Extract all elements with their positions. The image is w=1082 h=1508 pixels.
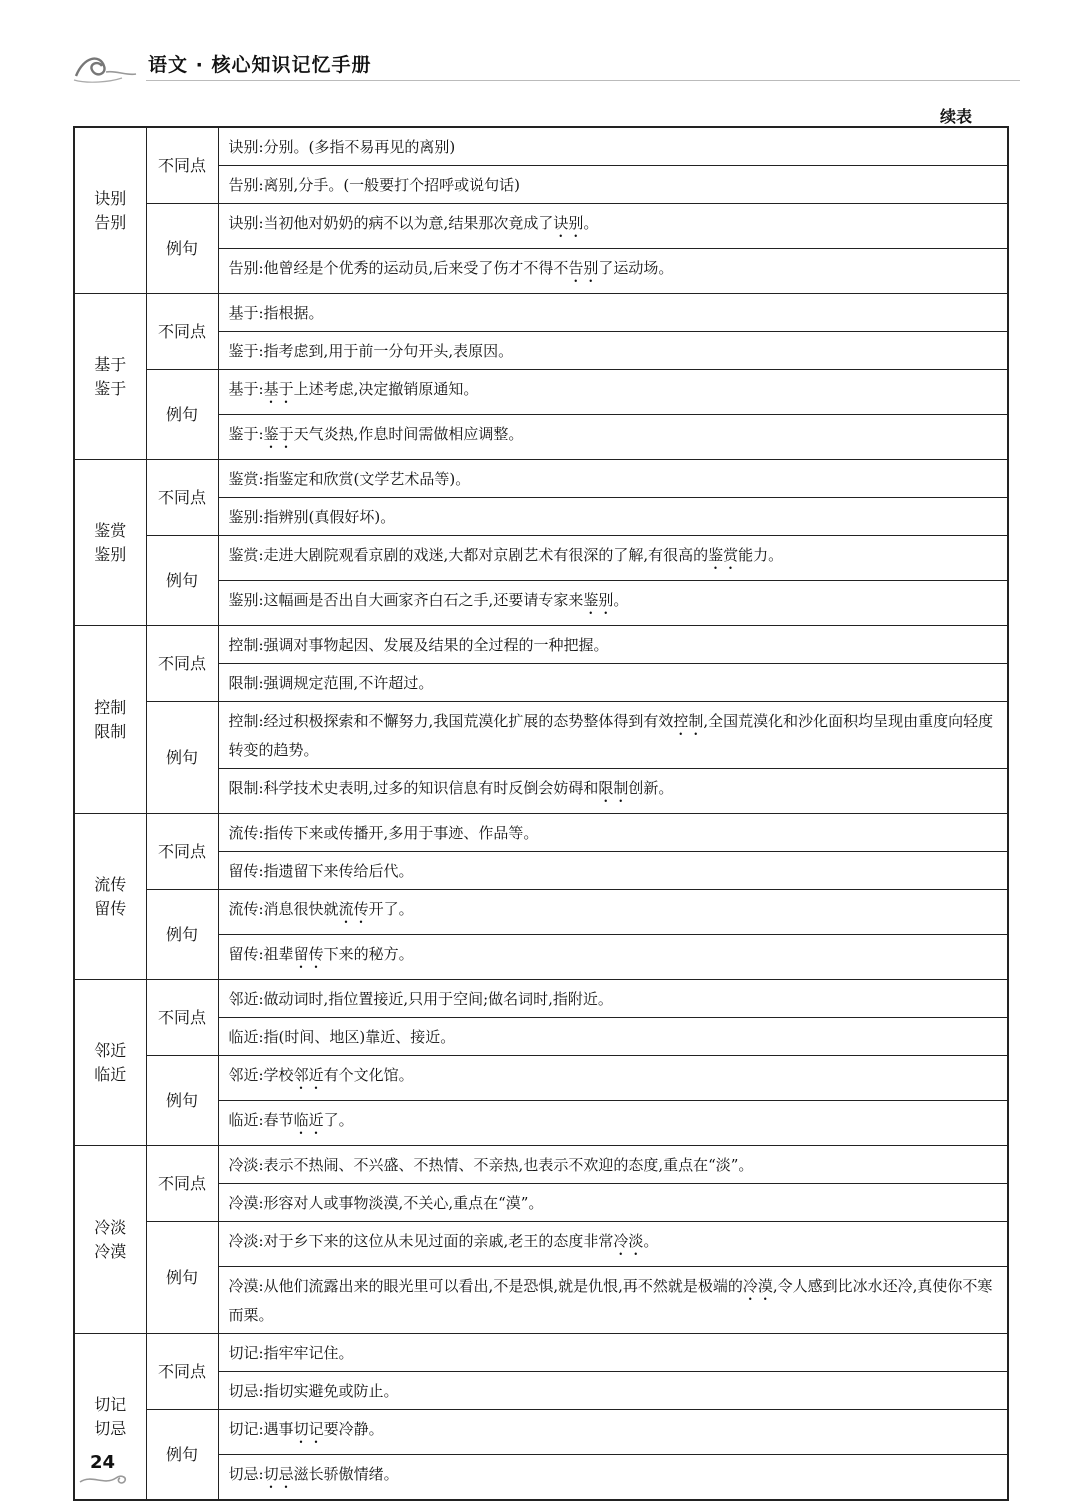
example-sentence: [218, 702, 1008, 769]
example-text: 了运动场。: [598, 259, 674, 277]
example-label: 例句: [146, 1222, 218, 1334]
term-pair: [74, 127, 146, 294]
difference-text: 限制:强调规定范围,不许超过。: [218, 664, 1008, 702]
emphasized-term: 留传: [293, 945, 324, 963]
difference-text: 告别:离别,分手。(一般要打个招呼或说句话): [218, 166, 1008, 204]
footer-swirl-icon: [78, 1470, 138, 1490]
example-sentence: [218, 1101, 1008, 1146]
difference-text: 切忌:指切实避免或防止。: [218, 1372, 1008, 1410]
example-text: 要冷静。: [323, 1420, 384, 1438]
example-label: 例句: [146, 1056, 218, 1146]
example-text: 鉴于:: [228, 425, 264, 443]
example-sentence: [218, 249, 1008, 294]
difference-text: 诀别:分别。(多指不易再见的离别): [218, 127, 1008, 166]
table-row: [74, 980, 1008, 1018]
example-sentence: [218, 1410, 1008, 1455]
term-label: 限制: [94, 721, 127, 741]
example-text: 切记:遇事: [228, 1420, 294, 1438]
term-pair: [74, 460, 146, 626]
table-row: [74, 294, 1008, 332]
term-label: 鉴赏: [94, 520, 127, 540]
table-row: [74, 204, 1008, 249]
difference-label: 不同点: [146, 1146, 218, 1222]
difference-label: 不同点: [146, 1334, 218, 1410]
example-sentence: [218, 536, 1008, 581]
table-row: [74, 814, 1008, 852]
emphasized-term: 邻近: [293, 1066, 324, 1084]
header-rule: [146, 80, 1020, 81]
emphasized-term: 限制: [598, 779, 629, 797]
difference-text: 冷淡:表示不热闹、不兴盛、不热情、不亲热,也表示不欢迎的态度,重点在“淡”。: [218, 1146, 1008, 1184]
example-sentence: [218, 890, 1008, 935]
example-sentence: [218, 1056, 1008, 1101]
emphasized-term: 告别: [568, 259, 599, 277]
example-text: 。: [583, 214, 599, 232]
difference-label: 不同点: [146, 294, 218, 370]
difference-text: 鉴赏:指鉴定和欣赏(文学艺术品等)。: [218, 460, 1008, 498]
difference-text: 临近:指(时间、地区)靠近、接近。: [218, 1018, 1008, 1056]
example-label: 例句: [146, 536, 218, 626]
example-text: 创新。: [628, 779, 674, 797]
table-row: [74, 890, 1008, 935]
term-label: 鉴于: [94, 378, 127, 398]
example-text: 天气炎热,作息时间需做相应调整。: [293, 425, 524, 443]
page-header: [60, 40, 1020, 90]
term-label: 临近: [94, 1064, 127, 1084]
difference-text: 切记:指牢牢记住。: [218, 1334, 1008, 1372]
term-pair: [74, 980, 146, 1146]
example-sentence: [218, 1455, 1008, 1501]
term-label: 告别: [94, 212, 127, 232]
emphasized-term: 鉴赏: [708, 546, 739, 564]
example-sentence: [218, 1222, 1008, 1267]
table-row: [74, 536, 1008, 581]
difference-label: 不同点: [146, 626, 218, 702]
difference-text: 鉴别:指辨别(真假好坏)。: [218, 498, 1008, 536]
difference-text: 留传:指遗留下来传给后代。: [218, 852, 1008, 890]
emphasized-term: 诀别: [553, 214, 584, 232]
term-label: 鉴别: [94, 544, 127, 564]
example-text: 鉴别:这幅画是否出自大画家齐白石之手,还要请专家来: [228, 591, 584, 609]
example-text: ,令人感到比冰水还冷,真使你不寒而栗。: [228, 1277, 993, 1324]
example-label: 例句: [146, 1410, 218, 1501]
term-pair: [74, 1146, 146, 1334]
term-label: 切忌: [94, 1418, 127, 1438]
example-text: 流传:消息很快就: [228, 900, 339, 918]
emphasized-term: 冷淡: [613, 1232, 644, 1250]
example-sentence: [218, 581, 1008, 626]
table-row: [74, 1334, 1008, 1372]
example-label: 例句: [146, 204, 218, 294]
table-row: [74, 626, 1008, 664]
example-text: 邻近:学校: [228, 1066, 294, 1084]
word-comparison-table: [73, 126, 1009, 1501]
emphasized-term: 鉴于: [263, 425, 294, 443]
example-text: 切忌:: [228, 1465, 264, 1483]
example-text: 鉴赏:走进大剧院观看京剧的戏迷,大都对京剧艺术有很深的了解,有很高的: [228, 546, 709, 564]
term-label: 邻近: [94, 1040, 127, 1060]
example-text: 开了。: [368, 900, 414, 918]
emphasized-term: 鉴别: [583, 591, 614, 609]
page-title: 语文 · 核心知识记忆手册: [148, 54, 372, 76]
example-sentence: [218, 370, 1008, 415]
example-text: 有个文化馆。: [323, 1066, 414, 1084]
example-text: 滋长骄傲情绪。: [293, 1465, 399, 1483]
table-row: [74, 127, 1008, 166]
emphasized-term: 控制: [673, 712, 704, 730]
table-row: [74, 1146, 1008, 1184]
emphasized-term: 切记: [293, 1420, 324, 1438]
difference-text: 流传:指传下来或传播开,多用于事迹、作品等。: [218, 814, 1008, 852]
term-label: 流传: [94, 874, 127, 894]
example-text: 了。: [323, 1111, 354, 1129]
example-sentence: [218, 415, 1008, 460]
example-text: 告别:他曾经是个优秀的运动员,后来受了伤才不得不: [228, 259, 569, 277]
example-label: 例句: [146, 370, 218, 460]
example-text: 限制:科学技术史表明,过多的知识信息有时反倒会妨碍和: [228, 779, 599, 797]
difference-label: 不同点: [146, 127, 218, 204]
difference-label: 不同点: [146, 980, 218, 1056]
table-row: [74, 702, 1008, 769]
term-label: 控制: [94, 697, 127, 717]
table-row: [74, 370, 1008, 415]
swirl-ornament-icon: [70, 46, 140, 86]
term-label: 留传: [94, 898, 127, 918]
difference-text: 邻近:做动词时,指位置接近,只用于空间;做名词时,指附近。: [218, 980, 1008, 1018]
term-label: 基于: [94, 354, 127, 374]
example-text: 下来的秘方。: [323, 945, 414, 963]
example-sentence: [218, 204, 1008, 249]
difference-text: 鉴于:指考虑到,用于前一分句开头,表原因。: [218, 332, 1008, 370]
example-text: 控制:经过积极探索和不懈努力,我国荒漠化扩展的态势整体得到有效: [228, 712, 674, 730]
example-text: 留传:祖辈: [228, 945, 294, 963]
term-label: 诀别: [94, 188, 127, 208]
table-row: [74, 1056, 1008, 1101]
example-label: 例句: [146, 702, 218, 814]
example-sentence: [218, 1267, 1008, 1334]
example-text: 上述考虑,决定撤销原通知。: [293, 380, 479, 398]
example-text: 冷淡:对于乡下来的这位从未见过面的亲戚,老王的态度非常: [228, 1232, 614, 1250]
emphasized-term: 切忌: [263, 1465, 294, 1483]
example-label: 例句: [146, 890, 218, 980]
table-row: [74, 460, 1008, 498]
difference-text: 基于:指根据。: [218, 294, 1008, 332]
example-text: 。: [613, 591, 629, 609]
table-row: [74, 1222, 1008, 1267]
emphasized-term: 临近: [293, 1111, 324, 1129]
example-sentence: [218, 935, 1008, 980]
page-number: 24: [90, 1452, 116, 1473]
example-text: ,全国荒漠化和沙化面积均呈现由重度向轻度转变的趋势。: [228, 712, 994, 759]
emphasized-term: 基于: [263, 380, 294, 398]
term-label: 切记: [94, 1394, 127, 1414]
example-text: 。: [643, 1232, 659, 1250]
example-sentence: [218, 769, 1008, 814]
example-text: 基于:: [228, 380, 264, 398]
difference-text: 冷漠:形容对人或事物淡漠,不关心,重点在“漠”。: [218, 1184, 1008, 1222]
term-pair: [74, 294, 146, 460]
difference-label: 不同点: [146, 460, 218, 536]
continued-label: 续表: [939, 107, 972, 126]
term-label: 冷淡: [94, 1217, 127, 1237]
emphasized-term: 流传: [338, 900, 369, 918]
term-label: 冷漠: [94, 1241, 127, 1261]
example-text: 能力。: [738, 546, 784, 564]
difference-label: 不同点: [146, 814, 218, 890]
difference-text: 控制:强调对事物起因、发展及结果的全过程的一种把握。: [218, 626, 1008, 664]
table-row: [74, 1410, 1008, 1455]
example-text: 诀别:当初他对奶奶的病不以为意,结果那次竟成了: [228, 214, 554, 232]
example-text: 冷漠:从他们流露出来的眼光里可以看出,不是恐惧,就是仇恨,再不然就是极端的: [228, 1277, 743, 1295]
term-pair: [74, 626, 146, 814]
term-pair: [74, 814, 146, 980]
example-text: 临近:春节: [228, 1111, 294, 1129]
emphasized-term: 冷漠: [742, 1277, 773, 1295]
